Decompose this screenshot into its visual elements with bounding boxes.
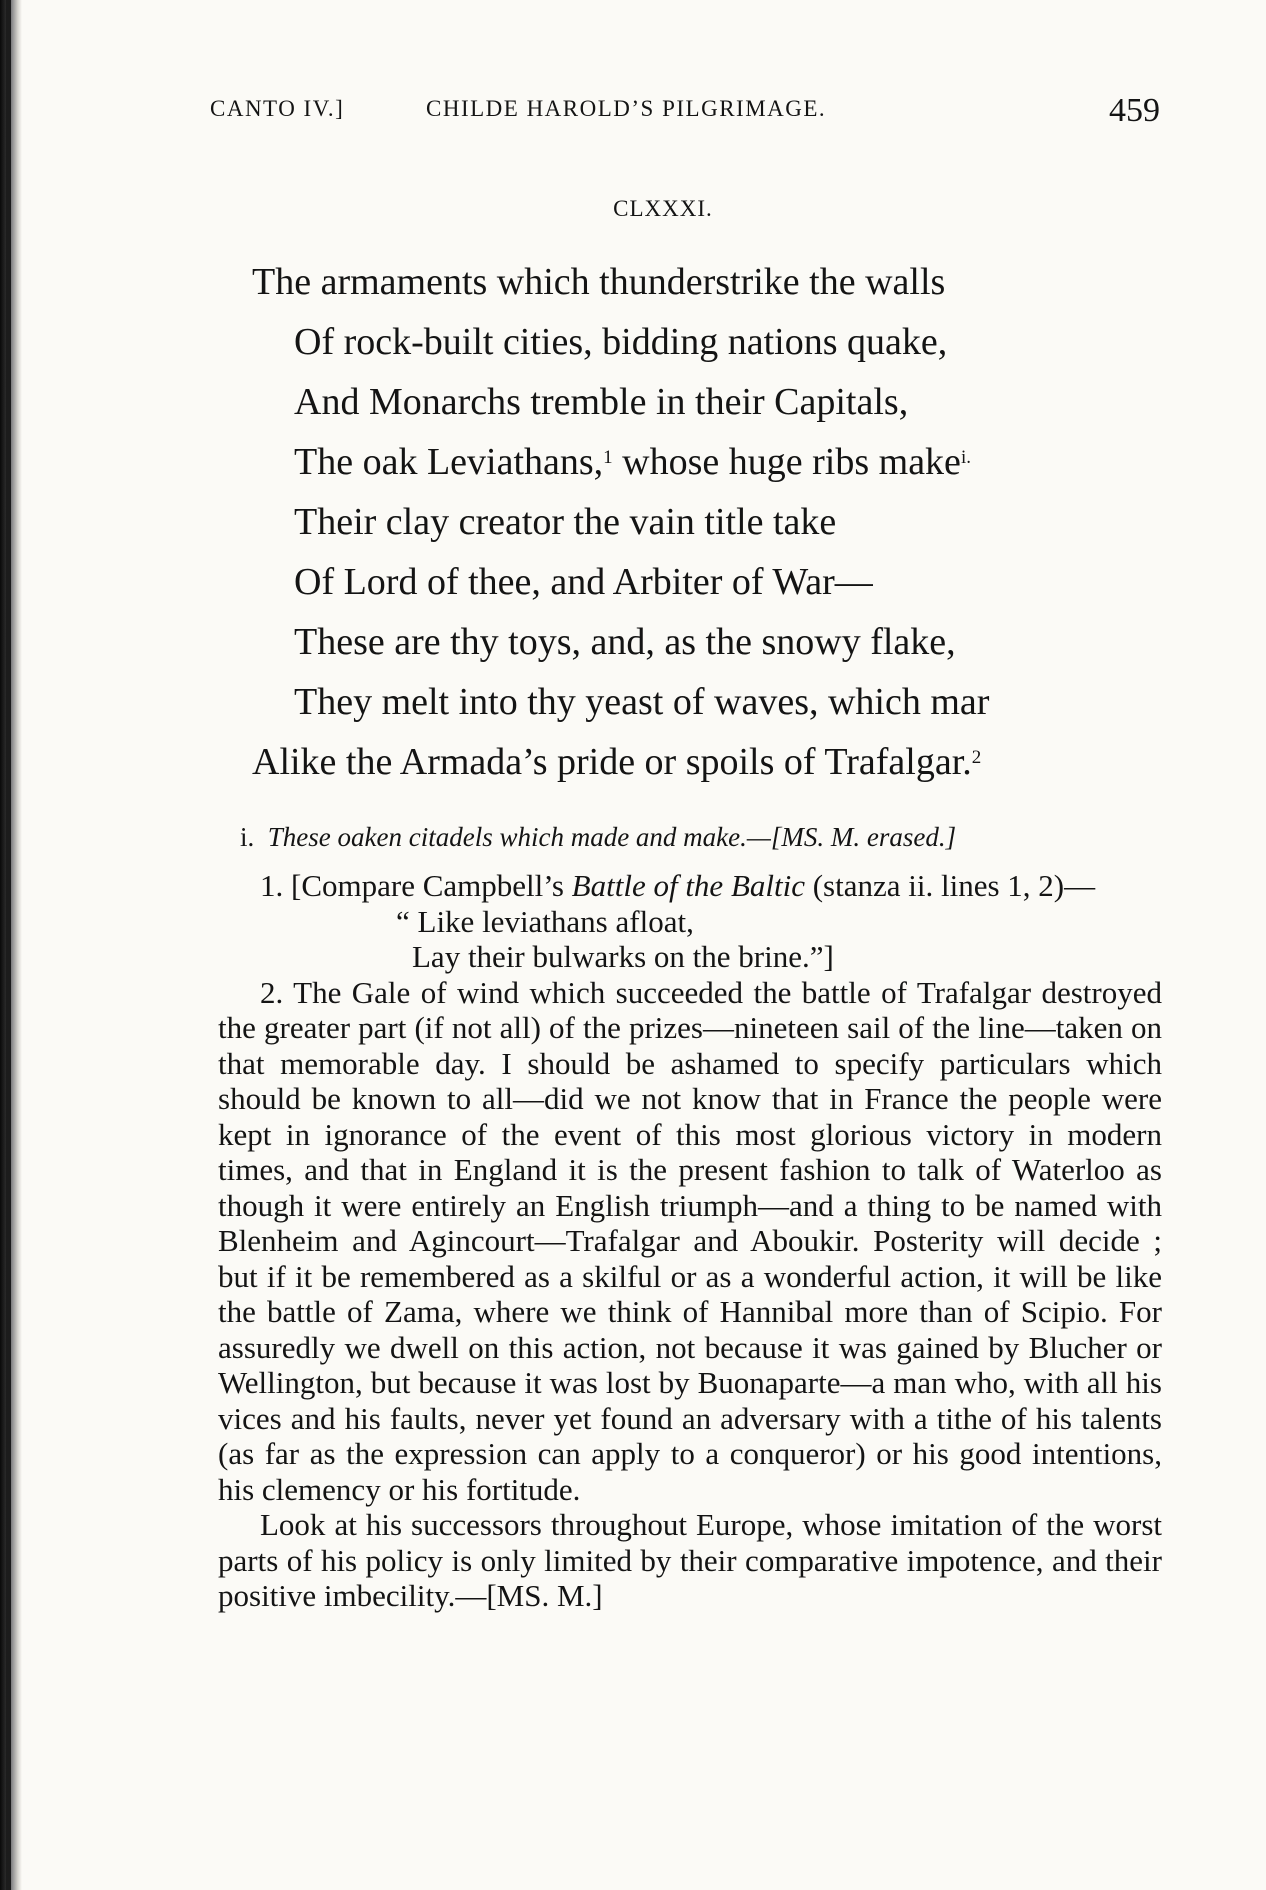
footnote-2-continued: Look at his successors throughout Europe, whose imitation of the worst parts of his policy is only limited by their comparative impotence, and their positive imbecility.—[MS. M.]	[218, 1507, 1162, 1613]
variant-ref-i: i.	[960, 447, 971, 468]
footnotes	[218, 868, 1162, 1614]
book-gutter-edge	[6, 0, 11, 1890]
footnote-1: 1. [Compare Campbell’s Battle of the Baltic (stanza ii. lines 1, 2)—	[260, 868, 1096, 903]
book-spine-shadow	[0, 0, 22, 1890]
footnote-1-quote: “ Like leviathans afloat, Lay their bulwarks on the brine.”]	[396, 903, 834, 974]
book-title: CHILDE HAROLD’S PILGRIMAGE.	[426, 96, 827, 121]
variant-note: i. These oaken citadels which made and make.—[MS. M. erased.]	[240, 822, 957, 852]
running-header	[210, 92, 1160, 136]
poem-line: They melt into thy yeast of waves, which mar	[294, 681, 990, 723]
poem-line: And Monarchs tremble in their Capitals,	[294, 381, 909, 423]
page-number: 459	[1109, 92, 1160, 129]
cited-title: Battle of the Baltic	[571, 868, 805, 903]
poem-line: Their clay creator the vain title take	[294, 501, 837, 543]
poem-line: The oak Leviathans,$^1$ whose huge ribs make$^{i.}$	[294, 441, 971, 483]
footnote-ref-2: 2	[971, 747, 982, 768]
poem-stanza	[252, 252, 1152, 792]
footnote-ref-1: 1	[603, 447, 613, 468]
footnote-2: 2. The Gale of wind which succeeded the battle of Trafalgar destroyed the greater part (if not all) of the prizes—nineteen sail of the line—taken on that memorable day. I should be ashamed to specify particulars which should be known to all—did we not know that in France the people were kept in ignorance of the event of this most glorious victory in modern times, and that in England it is the present fashion to talk of Waterloo as though it were entirely an English triumph—and a thing to be named with Blenheim and Agincourt—Trafalgar and Aboukir. Posterity will decide ; but if it be remembered as a skilful or as a wonderful action, it will be like the battle of Zama, where we think of Hannibal more than of Scipio. For assuredly we dwell on this action, not because it was gained by Blucher or Wellington, but because it was lost by Buonaparte—a man who, with all his vices and his faults, never yet found an adversary with a tithe of his talents (as far as the expression can apply to a conqueror) or his good intentions, his clemency or his fortitude.	[218, 974, 1162, 1507]
canto-label: CANTO IV.]	[210, 96, 345, 121]
poem-line: Alike the Armada’s pride or spoils of Trafalgar.$^2$	[252, 741, 982, 783]
stanza-number: CLXXXI.	[613, 196, 713, 221]
poem-line: These are thy toys, and, as the snowy flake,	[294, 621, 956, 663]
poem-line: Of Lord of thee, and Arbiter of War—	[294, 561, 873, 603]
poem-line: Of rock-built cities, bidding nations quake,	[294, 321, 948, 363]
variant-text: These oaken citadels which made and make.—[MS. M. erased.]	[267, 822, 957, 852]
poem-line: The armaments which thunderstrike the walls	[252, 261, 946, 303]
